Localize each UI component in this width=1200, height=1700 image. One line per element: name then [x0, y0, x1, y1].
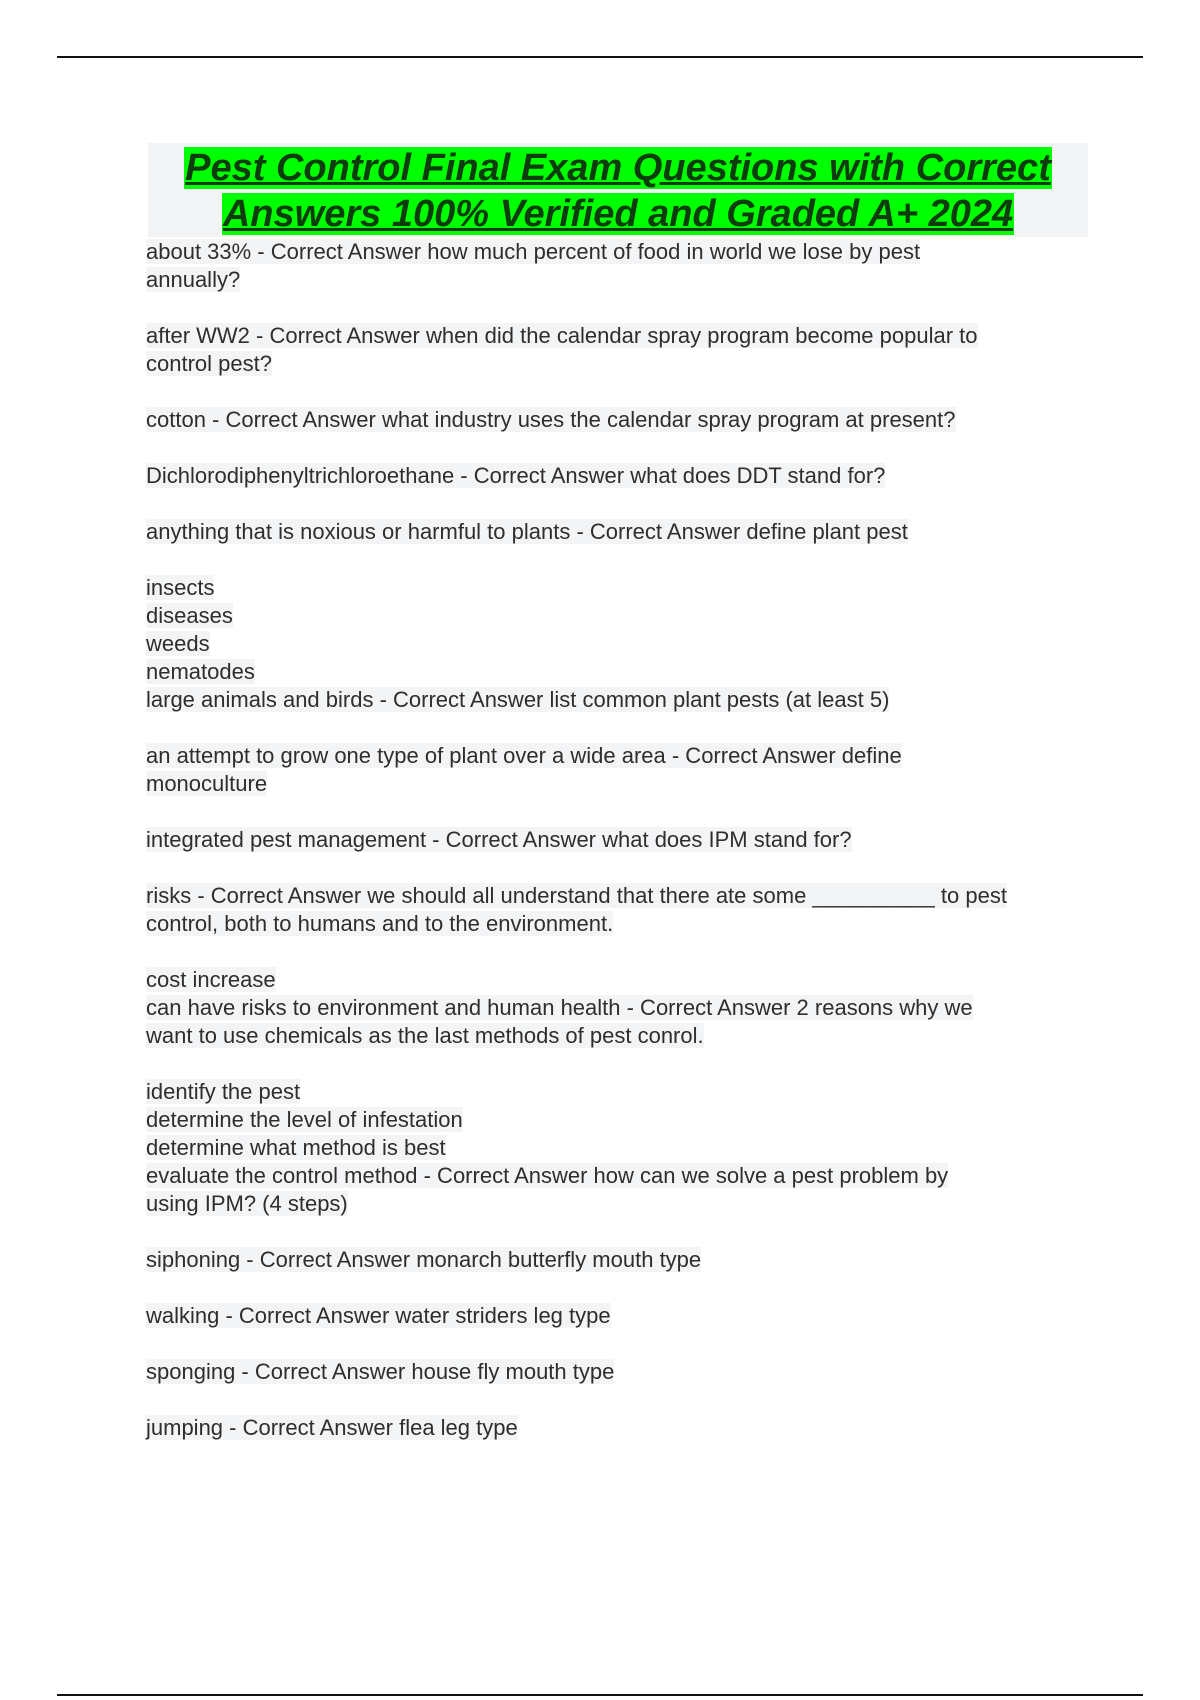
qa-line: [146, 1162, 1086, 1190]
qa-text: jumping - Correct Answer flea leg type: [146, 1415, 518, 1440]
qa-text: control, both to humans and to the environment.: [146, 911, 614, 936]
qa-item: [146, 1078, 1086, 1218]
qa-text: anything that is noxious or harmful to plants - Correct Answer define plant pest: [146, 519, 908, 544]
qa-text: integrated pest management - Correct Answer what does IPM stand for?: [146, 827, 852, 852]
qa-text: can have risks to environment and human health - Correct Answer 2 reasons why we: [146, 995, 973, 1020]
title-line-2: Answers 100% Verified and Graded A+ 2024: [222, 193, 1014, 235]
qa-line: [146, 882, 1086, 910]
qa-text: using IPM? (4 steps): [146, 1191, 348, 1216]
qa-text: want to use chemicals as the last methods of pest conrol.: [146, 1023, 704, 1048]
qa-line: [146, 966, 1086, 994]
qa-text: annually?: [146, 267, 241, 292]
qa-line: [146, 1358, 1086, 1386]
qa-text: cotton - Correct Answer what industry uses the calendar spray program at present?: [146, 407, 956, 432]
qa-line: [146, 602, 1086, 630]
qa-text: determine the level of infestation: [146, 1107, 463, 1132]
qa-item: [146, 826, 1086, 854]
qa-item: [146, 1246, 1086, 1274]
qa-line: [146, 1134, 1086, 1162]
qa-text: cost increase: [146, 967, 276, 992]
title-line-1: Pest Control Final Exam Questions with Correct: [185, 147, 1051, 189]
qa-text: walking - Correct Answer water striders leg type: [146, 1303, 611, 1328]
qa-item: [146, 882, 1086, 938]
qa-text: identify the pest: [146, 1079, 301, 1104]
qa-line: [146, 350, 1086, 378]
qa-item: [146, 1414, 1086, 1442]
qa-text: Dichlorodiphenyltrichloroethane - Correct Answer what does DDT stand for?: [146, 463, 886, 488]
qa-line: [146, 994, 1086, 1022]
qa-line: [146, 322, 1086, 350]
title-block: [148, 143, 1088, 237]
qa-item: [146, 1302, 1086, 1330]
qa-item: [146, 742, 1086, 798]
qa-item: [146, 238, 1086, 294]
qa-line: [146, 826, 1086, 854]
qa-item: [146, 462, 1086, 490]
qa-text: weeds: [146, 631, 210, 656]
qa-text: after WW2 - Correct Answer when did the calendar spray program become popular to: [146, 323, 978, 348]
qa-text: about 33% - Correct Answer how much percent of food in world we lose by pest: [146, 239, 921, 264]
qa-text: risks - Correct Answer we should all understand that there ate some __________ to pest: [146, 883, 1007, 908]
qa-line: [146, 1302, 1086, 1330]
qa-item: [146, 966, 1086, 1050]
qa-text: large animals and birds - Correct Answer list common plant pests (at least 5): [146, 687, 890, 712]
qa-line: [146, 1190, 1086, 1218]
qa-text: siphoning - Correct Answer monarch butterfly mouth type: [146, 1247, 702, 1272]
qa-line: [146, 910, 1086, 938]
qa-line: [146, 462, 1086, 490]
qa-line: [146, 1106, 1086, 1134]
qa-text: monoculture: [146, 771, 268, 796]
qa-text: an attempt to grow one type of plant over a wide area - Correct Answer define: [146, 743, 902, 768]
qa-line: [146, 1246, 1086, 1274]
qa-line: [146, 630, 1086, 658]
qa-line: [146, 770, 1086, 798]
qa-text: nematodes: [146, 659, 255, 684]
qa-text: insects: [146, 575, 215, 600]
qa-item: [146, 322, 1086, 378]
qa-line: [146, 238, 1086, 266]
qa-line: [146, 686, 1086, 714]
qa-text: diseases: [146, 603, 233, 628]
qa-line: [146, 574, 1086, 602]
header-rule: [57, 56, 1143, 58]
qa-line: [146, 658, 1086, 686]
footer-rule: [57, 1694, 1143, 1696]
qa-item: [146, 406, 1086, 434]
qa-text: evaluate the control method - Correct Answer how can we solve a pest problem by: [146, 1163, 949, 1188]
qa-text: control pest?: [146, 351, 272, 376]
qa-item: [146, 518, 1086, 546]
qa-item: [146, 574, 1086, 714]
qa-text: determine what method is best: [146, 1135, 446, 1160]
qa-item: [146, 1358, 1086, 1386]
qa-line: [146, 1414, 1086, 1442]
qa-line: [146, 742, 1086, 770]
document-title: [148, 145, 1088, 237]
qa-list: [146, 238, 1086, 1470]
qa-line: [146, 406, 1086, 434]
qa-line: [146, 266, 1086, 294]
qa-line: [146, 1078, 1086, 1106]
qa-text: sponging - Correct Answer house fly mouth type: [146, 1359, 615, 1384]
qa-line: [146, 1022, 1086, 1050]
qa-line: [146, 518, 1086, 546]
